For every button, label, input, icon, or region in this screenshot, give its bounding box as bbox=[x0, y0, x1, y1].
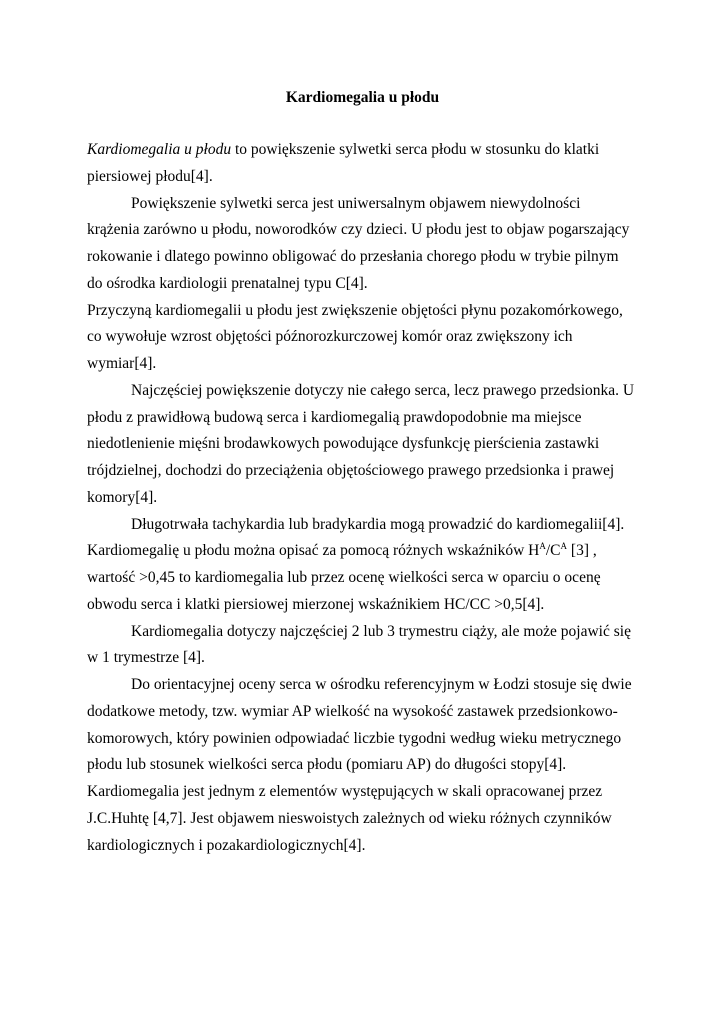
definition-text: to powiększenie sylwetki serca płodu w stosunku do klatki piersiowej płodu[4]. bbox=[87, 141, 600, 185]
term-italic: Kardiomegalia u płodu bbox=[87, 141, 232, 158]
paragraph-symptom: Powiększenie sylwetki serca jest uniwersalnym objawem niewydolności krążenia zarówno u płodu, noworodków czy dzieci. U płodu jest to objaw pogarszający rokowanie i dlatego powinno obligować do przesłania chorego płodu w trybie pilnym do ośrodka kardiologii prenatalnej typu C[4]. bbox=[87, 194, 630, 292]
paragraph-trimester: Kardiomegalia dotyczy najczęściej 2 lub 3 trymestru ciąży, ale może pojawić się w 1 trymestrze [4]. bbox=[87, 622, 631, 667]
paragraph-indices bbox=[87, 512, 635, 619]
indices-text-end: [3] , wartość >0,45 to kardiomegalia lub przez ocenę wielkości serca w oparciu o ocenę obwodu serca i klatki piersiowej mierzonej wskaźnikiem HC/CC >0,5[4]. bbox=[87, 542, 601, 613]
paragraph-right-atrium: Najczęściej powiększenie dotyczy nie całego serca, lecz prawego przedsionka. U płodu z prawidłową budową serca i kardiomegalią prawdopodobnie ma miejsce niedotlenienie mięśni brodawkowych powodujące dysfunkcję pierścienia zastawki trójdzielnej, dochodzi do przeciążenia objętościowego prawego przedsionka i prawej komory[4]. bbox=[87, 381, 635, 506]
indices-slash: /C bbox=[545, 542, 561, 560]
paragraph-huhta-scale: Kardiomegalia jest jednym z elementów występujących w skali opracowanej przez J.C.Huhtę [4,7]. Jest objawem nieswoistych zależnych od wieku różnych czynników kardiologicznych i pozakardiologicznych[4]. bbox=[87, 783, 612, 854]
paragraph-cause: Przyczyną kardiomegalii u płodu jest zwiększenie objętości płynu pozakomórkowego, co wywołuje wzrost objętości późnorozkurczowej komór oraz zwiększony ich wymiar[4]. bbox=[87, 301, 623, 372]
indices-text-start: Długotrwała tachykardia lub bradykardia mogą prowadzić do kardiomegalii[4]. Kardiomegalię u płodu można opisać za pomocą różnych wskaźników H bbox=[87, 515, 625, 560]
document-body bbox=[87, 137, 635, 859]
paragraph-lodz-methods: Do orientacyjnej oceny serca w ośrodku referencyjnym w Łodzi stosuje się dwie dodatkowe metody, tzw. wymiar AP wielkość na wysokość zastawek przedsionkowo-komorowych, który powinien odpowiadać liczbie tygodni według wieku metrycznego płodu lub stosunek wielkości serca płodu (pomiaru AP) do długości stopy[4]. bbox=[87, 676, 632, 774]
superscript-a-1: A bbox=[539, 541, 546, 552]
document-title: Kardiomegalia u płodu bbox=[285, 89, 440, 106]
superscript-a-2: A bbox=[560, 541, 568, 552]
paragraph-definition bbox=[87, 137, 635, 191]
